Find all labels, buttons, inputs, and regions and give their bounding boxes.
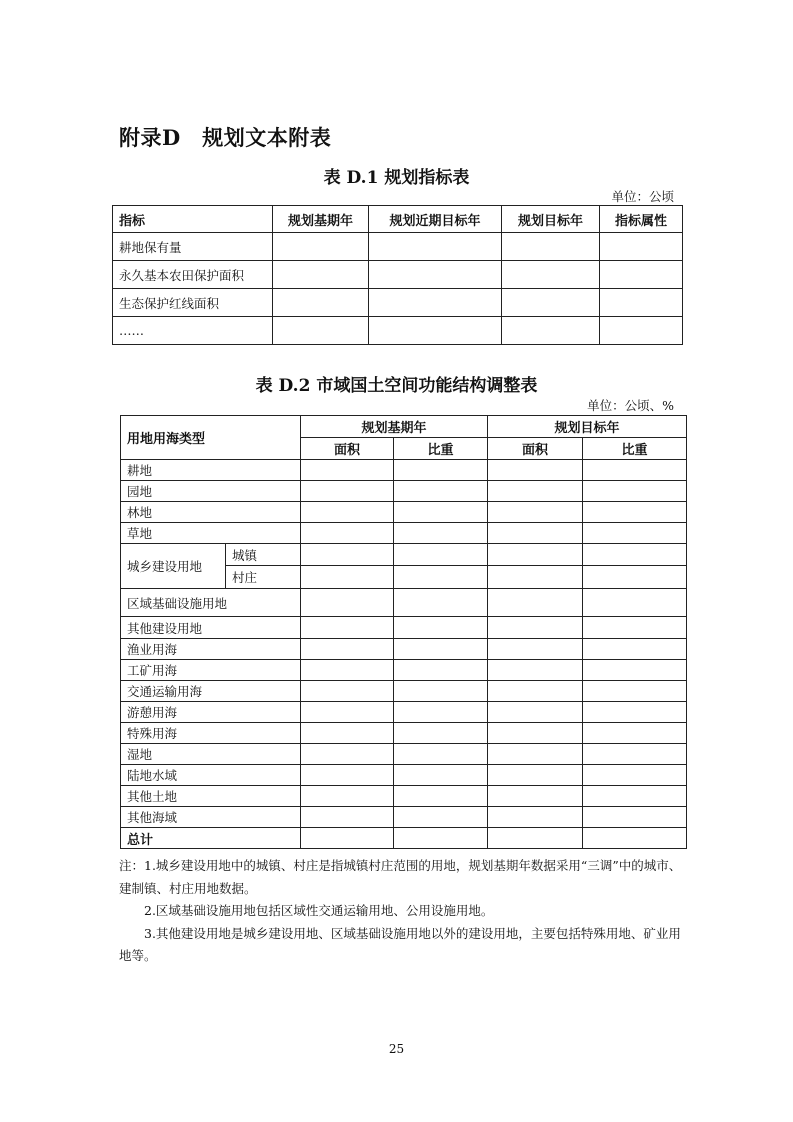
table1-header-row (113, 206, 683, 233)
table1-unit: 单位：公顷 (611, 189, 674, 204)
row-label: 耕地保有量 (113, 233, 273, 261)
row-label: 其他建设用地 (121, 617, 301, 639)
row-label: 区域基础设施用地 (121, 589, 301, 617)
table-row (113, 289, 683, 317)
table1-header-cell: 规划目标年 (502, 206, 600, 233)
row-label: …… (113, 317, 273, 345)
table-row (113, 233, 683, 261)
table1-header-cell: 规划基期年 (273, 206, 369, 233)
table-row (121, 681, 687, 702)
table-row (121, 660, 687, 681)
header-target-year: 规划目标年 (488, 416, 687, 438)
table-row (121, 481, 687, 502)
row-label: 工矿用海 (121, 660, 301, 681)
table2-unit: 单位：公顷、% (587, 398, 674, 413)
note-2: 2.区域基础设施用地包括区域性交通运输用地、公用设施用地。 (144, 903, 494, 918)
note-3: 3.其他建设用地是城乡建设用地、区域基础设施用地以外的建设用地，主要包括特殊用地、矿业用地等。 (119, 925, 681, 963)
sub-row-label: 城镇 (226, 544, 301, 566)
appendix-title: 附录D 规划文本附表 (119, 125, 332, 150)
row-label: 游憩用海 (121, 702, 301, 723)
note-1: 注：1.城乡建设用地中的城镇、村庄是指城镇村庄范围的用地，规划基期年数据采用“三调”中的城市、建制镇、村庄用地数据。 (119, 858, 682, 896)
row-label: 耕地 (121, 460, 301, 481)
table2 (120, 415, 687, 849)
table2-header-row (121, 416, 687, 438)
row-label: 林地 (121, 502, 301, 523)
table1-caption: 表 D.1 规划指标表 (323, 168, 470, 188)
row-label: 交通运输用海 (121, 681, 301, 702)
table-row (121, 807, 687, 828)
subheader-area: 面积 (488, 438, 583, 460)
header-land-sea-type: 用地用海类型 (121, 416, 301, 460)
page-number: 25 (388, 1042, 405, 1056)
row-label: 园地 (121, 481, 301, 502)
table-row (121, 502, 687, 523)
table-row (121, 460, 687, 481)
table-row (121, 617, 687, 639)
row-label: 特殊用海 (121, 723, 301, 744)
table-row (121, 786, 687, 807)
table-row (121, 765, 687, 786)
row-label: 陆地水域 (121, 765, 301, 786)
table-row (121, 523, 687, 544)
table1-header-cell: 指标 (113, 206, 273, 233)
table-notes (119, 855, 685, 968)
table-row (121, 702, 687, 723)
urban-rural-label: 城乡建设用地 (121, 544, 226, 589)
table-row (121, 723, 687, 744)
subheader-ratio: 比重 (394, 438, 488, 460)
header-base-year: 规划基期年 (301, 416, 488, 438)
table1-header-cell: 规划近期目标年 (369, 206, 502, 233)
row-label: 其他海域 (121, 807, 301, 828)
table1 (112, 205, 683, 345)
subheader-area: 面积 (301, 438, 394, 460)
row-label: 生态保护红线面积 (113, 289, 273, 317)
row-label: 其他土地 (121, 786, 301, 807)
table-row (121, 639, 687, 660)
table2-caption: 表 D.2 市域国土空间功能结构调整表 (255, 376, 538, 396)
table-row (121, 589, 687, 617)
table-row (113, 261, 683, 289)
row-label: 永久基本农田保护面积 (113, 261, 273, 289)
row-label: 渔业用海 (121, 639, 301, 660)
row-label: 湿地 (121, 744, 301, 765)
table1-header-cell: 指标属性 (600, 206, 683, 233)
sub-row-label: 村庄 (226, 566, 301, 589)
table-row (121, 544, 687, 566)
total-label: 总计 (121, 828, 301, 849)
row-label: 草地 (121, 523, 301, 544)
total-row (121, 828, 687, 849)
subheader-ratio: 比重 (583, 438, 687, 460)
table-row (121, 744, 687, 765)
table-row (113, 317, 683, 345)
